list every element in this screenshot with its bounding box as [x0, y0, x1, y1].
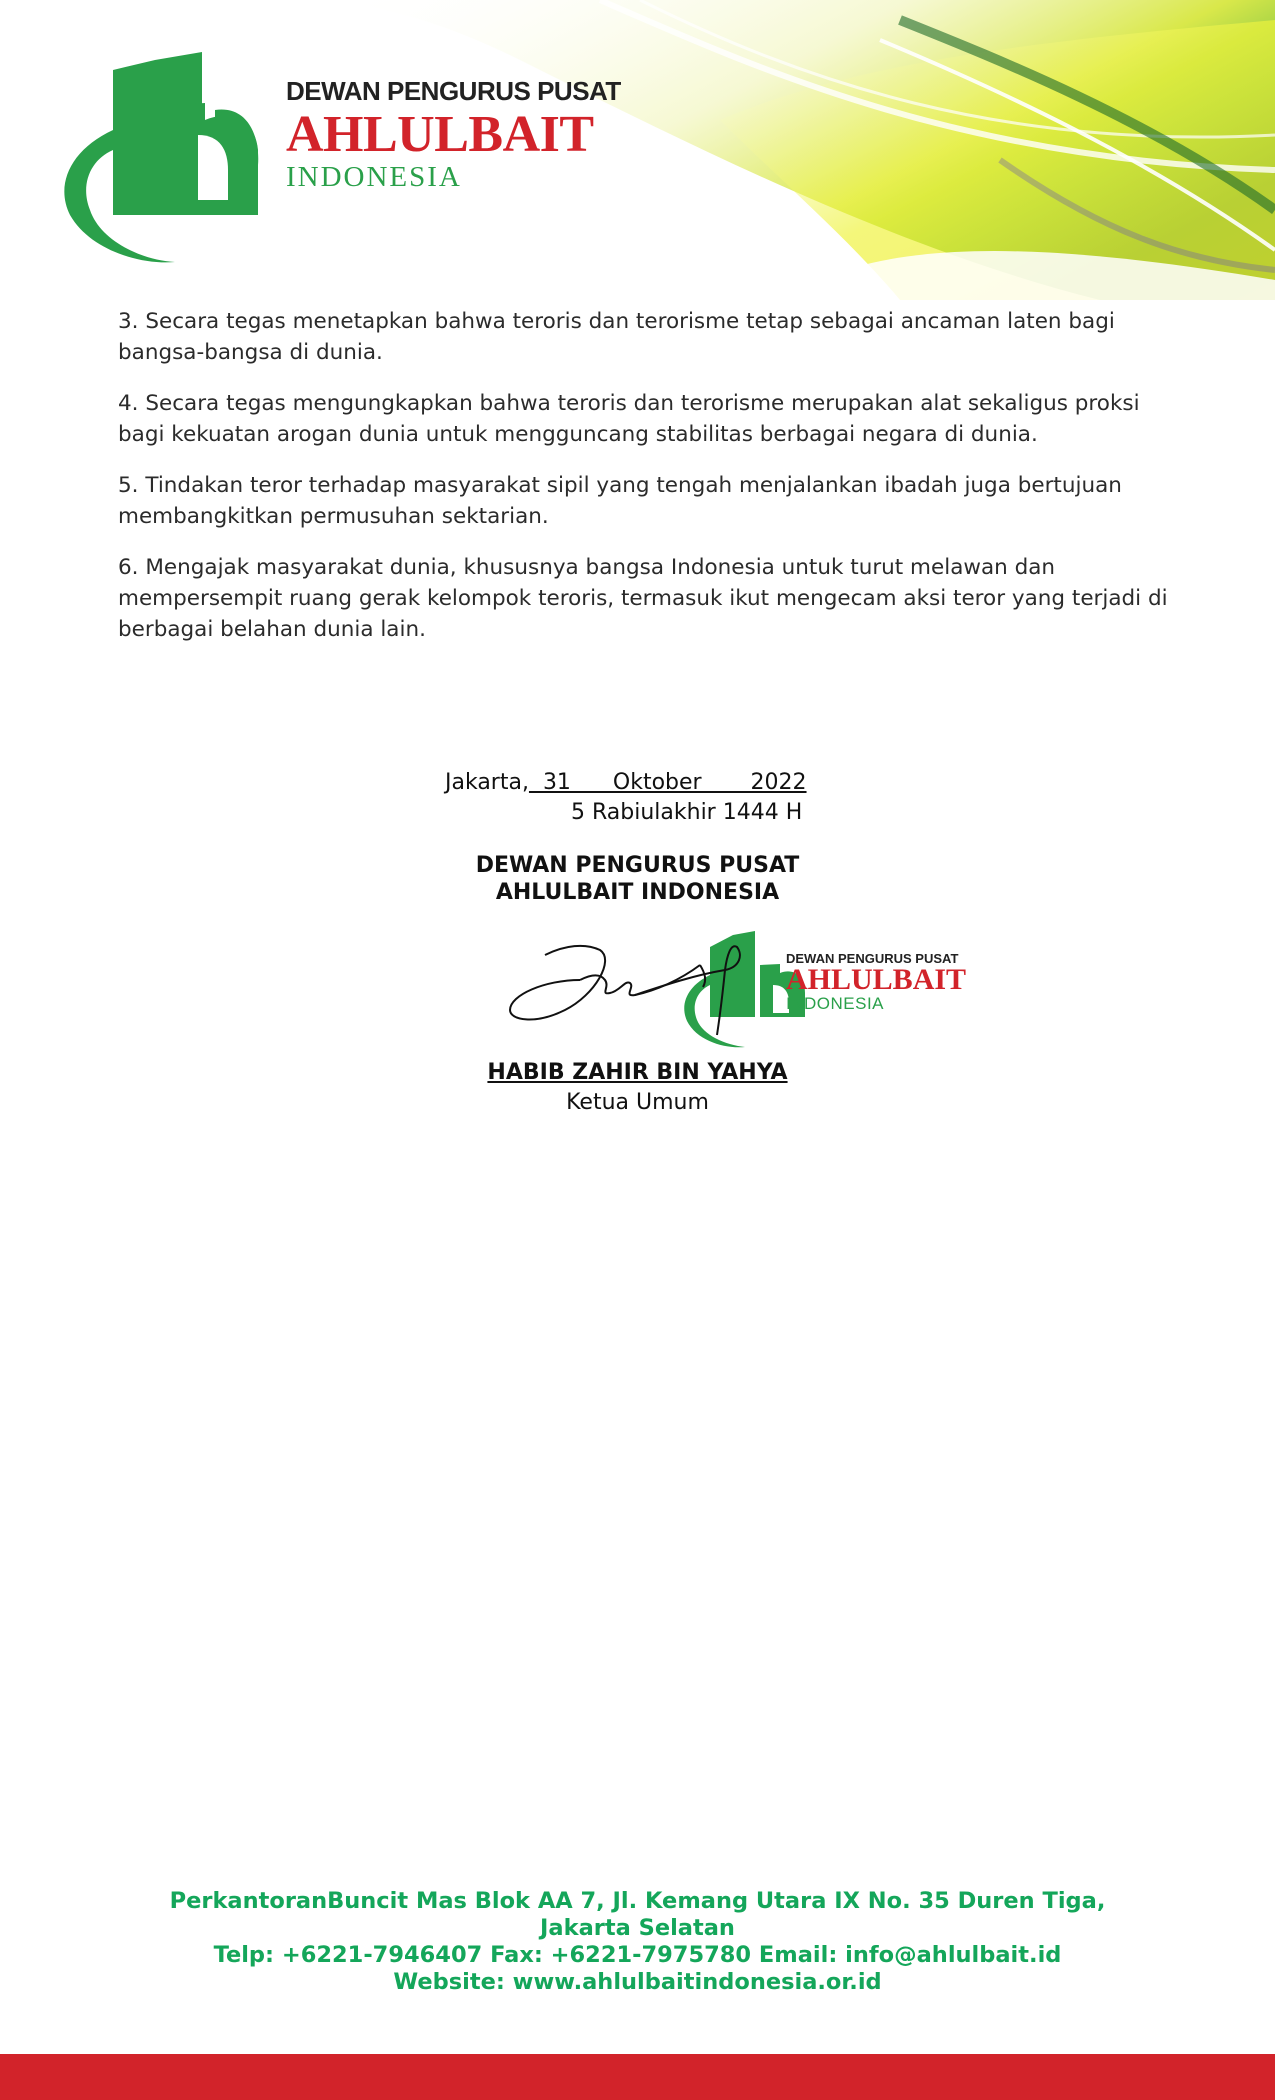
letterhead-footer	[0, 1888, 1275, 1996]
signature-org-line1: DEWAN PENGURUS PUSAT	[475, 853, 800, 878]
header-banner-graphic	[0, 0, 1275, 300]
footer-website: Website: www.ahlulbaitindonesia.or.id	[393, 1969, 882, 1995]
ahlulbait-logo-icon	[64, 52, 258, 262]
header-org-line1: DEWAN PENGURUS PUSAT	[286, 76, 621, 106]
stamp-line1: DEWAN PENGURUS PUSAT	[786, 951, 959, 966]
header-org-name	[286, 76, 621, 193]
letter-body	[118, 306, 1168, 665]
signer-name: HABIB ZAHIR BIN YAHYA	[487, 1060, 788, 1085]
signature-org	[0, 852, 1275, 906]
paragraph-6: 6. Mengajak masyarakat dunia, khususnya bangsa Indonesia untuk turut melawan dan mempersempit ruang gerak kelompok teroris, termasuk ikut mengecam aksi teror yang terjadi di berbagai belahan dunia lain.	[118, 555, 1168, 642]
letterhead-header	[0, 0, 1275, 300]
paragraph-3: 3. Secara tegas menetapkan bahwa teroris dan terorisme tetap sebagai ancaman laten bagi bangsa-bangsa di dunia.	[118, 309, 1115, 365]
stamp-line2: AHLULBAIT	[786, 963, 967, 996]
place-date	[445, 770, 807, 795]
header-org-line2: AHLULBAIT	[286, 106, 594, 163]
place: Jakarta,	[445, 770, 529, 795]
header-org-line3: INDONESIA	[286, 161, 462, 193]
footer-address-line2: Jakarta Selatan	[540, 1915, 735, 1941]
handwritten-signature	[510, 946, 740, 1035]
footer-contact: Telp: +6221-7946407 Fax: +6221-7975780 Email: info@ahlulbait.id	[213, 1942, 1062, 1968]
stamp-org-name	[786, 951, 966, 1014]
footer-address-line1: PerkantoranBuncit Mas Blok AA 7, Jl. Kemang Utara IX No. 35 Duren Tiga,	[169, 1888, 1106, 1914]
signature-stamp	[505, 925, 975, 1050]
paragraph-4: 4. Secara tegas mengungkapkan bahwa teroris dan terorisme merupakan alat sekaligus proksi bagi kekuatan arogan dunia untuk mengguncang stabilitas berbagai negara di dunia.	[118, 391, 1140, 447]
footer-red-bar	[0, 2054, 1275, 2100]
date: 31 Oktober 2022	[528, 770, 807, 795]
paragraph-5: 5. Tindakan teror terhadap masyarakat sipil yang tengah menjalankan ibadah juga bertujuan membangkitkan permusuhan sektarian.	[118, 473, 1122, 529]
hijri-date: 5 Rabiulakhir 1444 H	[571, 800, 803, 825]
stamp-line3: INDONESIA	[786, 994, 885, 1013]
signer-role: Ketua Umum	[566, 1090, 709, 1115]
signature-org-line2: AHLULBAIT INDONESIA	[495, 880, 780, 905]
